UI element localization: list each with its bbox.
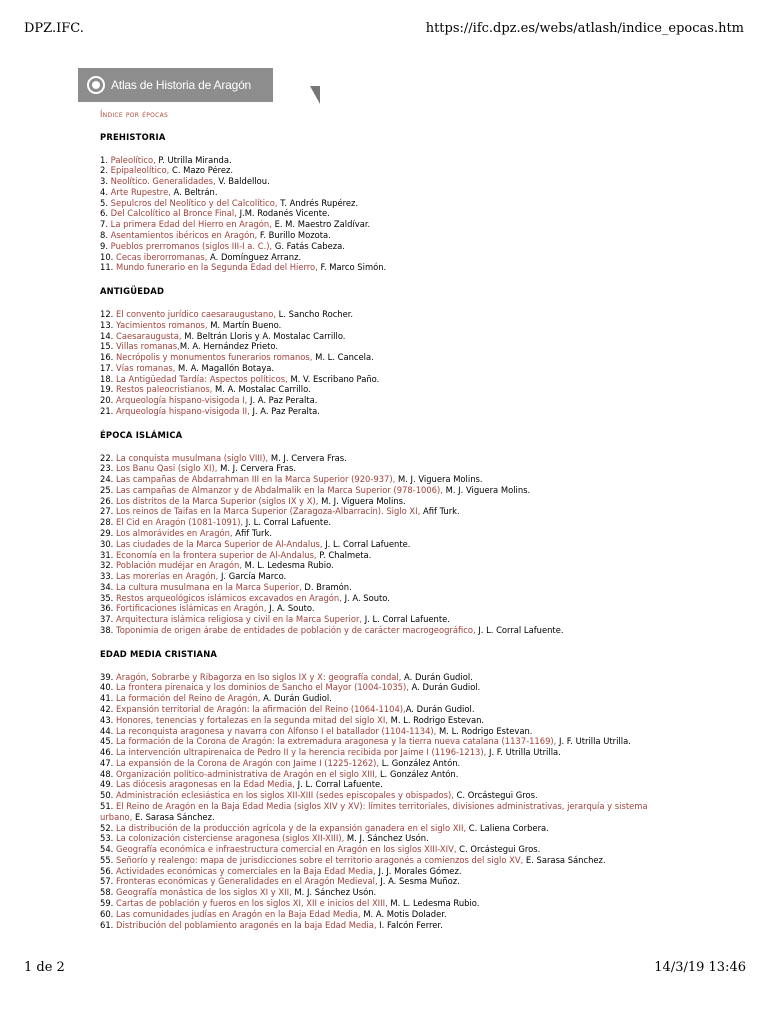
- index-entry: [100, 506, 750, 517]
- entry-link[interactable]: Restos paleocristianos,: [116, 384, 213, 395]
- entry-number: 50.: [100, 790, 114, 801]
- entry-number: 45.: [100, 736, 114, 747]
- entry-number: 10.: [100, 251, 114, 262]
- entry-number: 52.: [100, 822, 114, 833]
- index-entry: [100, 176, 750, 187]
- entry-number: 8.: [100, 230, 108, 241]
- index-entry: [100, 474, 750, 485]
- entry-number: 53.: [100, 833, 114, 844]
- entry-link[interactable]: La formación de la Corona de Aragón: la extremadura aragonesa y la tierra nueva catalana (1137-1169),: [116, 736, 557, 747]
- index-entry: [100, 672, 750, 683]
- atlas-logo[interactable]: [78, 68, 273, 102]
- index-entry: [100, 331, 750, 342]
- entry-number: 56.: [100, 865, 114, 876]
- index-entry: [100, 252, 750, 263]
- index-entry: [100, 736, 750, 747]
- entry-author: G. Fatás Cabeza.: [272, 240, 345, 251]
- index-entry: [100, 528, 750, 539]
- entry-author: A. Beltrán.: [170, 186, 218, 197]
- entry-link[interactable]: Necrópolis y monumentos funerarios romanos,: [116, 352, 313, 363]
- print-footer: [24, 960, 746, 976]
- entry-number: 44.: [100, 725, 114, 736]
- entry-number: 17.: [100, 362, 114, 373]
- entry-number: 37.: [100, 614, 114, 625]
- entry-number: 28.: [100, 517, 114, 528]
- index-entry: [100, 539, 750, 550]
- index-entry: [100, 262, 750, 273]
- entry-author: M. A. Hernández Prieto.: [179, 341, 279, 352]
- index-entry: [100, 603, 750, 614]
- entry-number: 7.: [100, 219, 108, 230]
- entry-link[interactable]: El Cid en Aragón (1081-1091),: [116, 517, 244, 528]
- index-entry: [100, 165, 750, 176]
- entry-author: J. F. Utrilla Utrilla.: [556, 736, 631, 747]
- entry-author: C. Mazo Pérez.: [169, 165, 234, 176]
- entry-number: 43.: [100, 714, 114, 725]
- entry-number: 22.: [100, 452, 114, 463]
- entry-link[interactable]: El Reino de Aragón en la Baja Edad Media (siglos XIV y XV): límites territoriales, divisiones administrativas, jerarquía y sistema urbano,: [100, 800, 648, 822]
- entry-link[interactable]: Expansión territorial de Aragón: la afirmación del Reino (1064-1104),: [116, 703, 406, 714]
- entry-number: 5.: [100, 197, 108, 208]
- index-entry: [100, 453, 750, 464]
- entry-author: M. J. Cervera Fras.: [217, 463, 297, 474]
- entry-author: M. J. Viguera Molins.: [395, 474, 483, 485]
- entry-author: C. Orcástegui Gros.: [453, 790, 538, 801]
- entry-link[interactable]: La intervención ultrapirenaica de Pedro II y la herencia recibida por Jaime I (1196-1213),: [116, 747, 487, 758]
- entry-author: J. A. Souto.: [266, 603, 315, 614]
- entry-link[interactable]: Fronteras económicas y Generalidades en el Aragón Medieval,: [116, 876, 378, 887]
- entry-number: 39.: [100, 671, 114, 682]
- index-entry: [100, 241, 750, 252]
- entry-number: 11.: [100, 262, 114, 273]
- entry-link[interactable]: Las campañas de Abdarrahman III en la Marca Superior (920-937),: [116, 474, 396, 485]
- entry-number: 41.: [100, 693, 114, 704]
- entry-link[interactable]: La distribución de la producción agrícola y de la expansión ganadera en el siglo XII,: [116, 822, 467, 833]
- entry-author: C. Laliena Corbera.: [466, 822, 549, 833]
- entry-number: 15.: [100, 341, 114, 352]
- entry-author: A. Durán Gudiol.: [408, 682, 481, 693]
- entry-number: 42.: [100, 703, 114, 714]
- index-entry: [100, 844, 750, 855]
- index-entry: [100, 887, 750, 898]
- entry-author: M. J. Sánchez Usón.: [344, 833, 429, 844]
- index-entry: [100, 363, 750, 374]
- index-entry: [100, 198, 750, 209]
- entry-author: J.M. Rodanés Vicente.: [236, 208, 330, 219]
- entry-number: 13.: [100, 319, 114, 330]
- index-entry: [100, 876, 750, 887]
- print-footer-page: 1 de 2: [24, 960, 65, 975]
- print-header: [24, 21, 744, 37]
- entry-author: A. Durán Gudiol.: [405, 703, 475, 714]
- entry-number: 36.: [100, 603, 114, 614]
- section: [100, 286, 750, 417]
- index-entry: [100, 230, 750, 241]
- entry-number: 58.: [100, 887, 114, 898]
- entry-author: J. L. Corral Lafuente.: [322, 538, 411, 549]
- entry-link[interactable]: Economía en la frontera superior de Al-Andalus,: [116, 549, 317, 560]
- entry-link[interactable]: Los Banu Qasi (siglo XI),: [116, 463, 218, 474]
- entry-link[interactable]: Vías romanas,: [116, 362, 176, 373]
- entry-author: M. L. Rodrigo Estevan.: [436, 725, 533, 736]
- entry-author: P. Utrilla Miranda.: [155, 154, 232, 165]
- entry-number: 19.: [100, 384, 114, 395]
- entry-link[interactable]: La Antigüedad Tardía: Aspectos políticos,: [116, 373, 288, 384]
- index-entry: [100, 485, 750, 496]
- entry-number: 1.: [100, 154, 108, 165]
- entry-number: 3.: [100, 176, 108, 187]
- entry-link[interactable]: Epipaleolítico,: [110, 165, 170, 176]
- index-entry: [100, 682, 750, 693]
- entry-number: 6.: [100, 208, 108, 219]
- index-entry: [100, 517, 750, 528]
- index-entry: [100, 219, 750, 230]
- index-entry: [100, 384, 750, 395]
- entry-link[interactable]: Las diócesis aragonesas en la Edad Media,: [116, 779, 295, 790]
- index-entry: [100, 463, 750, 474]
- entry-link[interactable]: Villas romanas,: [116, 341, 180, 352]
- entry-number: 29.: [100, 528, 114, 538]
- index-entry: [100, 155, 750, 166]
- entry-author: J. L. Corral Lafuente.: [475, 625, 564, 636]
- entry-author: J. A. Paz Peralta.: [249, 405, 320, 416]
- entry-number: 25.: [100, 484, 114, 495]
- entry-number: 21.: [100, 405, 114, 416]
- entry-link[interactable]: La formación del Reino de Aragón,: [116, 693, 261, 704]
- entry-author: J. L. Corral Lafuente.: [294, 779, 383, 790]
- index-entry: [100, 309, 750, 320]
- entry-link[interactable]: Asentamientos ibéricos en Aragón,: [110, 230, 258, 241]
- entry-author: M. L. Rodrigo Estevan.: [387, 714, 485, 725]
- entry-author: M. A. Mostalac Carrillo.: [212, 384, 311, 395]
- entry-author: J. García Marco.: [218, 571, 287, 582]
- entry-author: E. Sarasa Sánchez.: [132, 811, 215, 822]
- entry-number: 40.: [100, 682, 114, 693]
- entry-link[interactable]: Restos arqueológicos islámicos excavados en Aragón,: [116, 592, 342, 603]
- entry-author: J. L. Corral Lafuente.: [243, 517, 332, 528]
- index-entry: [100, 726, 750, 737]
- entry-link[interactable]: Los reinos de Taifas en la Marca Superior (Zaragoza-Albarracín). Siglo XI,: [116, 506, 421, 517]
- entry-number: 23.: [100, 463, 114, 474]
- entry-link[interactable]: El convento jurídico caesaraugustano,: [116, 308, 277, 319]
- entry-link[interactable]: La colonización cisterciense aragonesa (siglos XII-XIII),: [116, 833, 345, 844]
- entry-author: M. Martín Bueno.: [207, 319, 282, 330]
- entry-author: J. A. Paz Peralta.: [247, 395, 318, 406]
- entry-link[interactable]: Neolítico. Generalidades,: [110, 176, 216, 187]
- entry-link[interactable]: Yacimientos romanos,: [116, 319, 208, 330]
- index-title: Índice por épocas: [100, 110, 169, 119]
- entry-link[interactable]: Mundo funerario en la Segunda Edad del Hierro,: [116, 262, 318, 273]
- entry-number: 33.: [100, 571, 114, 582]
- entry-author: J. A. Sesma Muñoz.: [377, 876, 460, 887]
- entry-author: Afif Turk.: [420, 506, 460, 517]
- index-entry: [100, 909, 750, 920]
- entry-author: M. A. Magallón Botaya.: [175, 362, 275, 373]
- entry-number: 57.: [100, 876, 114, 887]
- index-entry: [100, 779, 750, 790]
- index-entry: [100, 704, 750, 715]
- index-entry: [100, 395, 750, 406]
- entry-number: 48.: [100, 768, 114, 779]
- index-entry: [100, 801, 670, 823]
- section-title: ÉPOCA ISLÁMICA: [100, 429, 183, 440]
- print-header-site: DPZ.IFC.: [24, 21, 84, 36]
- entry-link[interactable]: Los distritos de la Marca Superior (siglos IX y X),: [116, 495, 319, 506]
- section: [100, 649, 750, 931]
- index-entry: [100, 320, 750, 331]
- section-title: ANTIGÜEDAD: [100, 286, 165, 297]
- entry-link[interactable]: Señorío y realengo: mapa de jurisdicciones sobre el territorio aragonés a comienzos del siglo XV,: [116, 854, 524, 865]
- index-entry: [100, 790, 750, 801]
- entry-link[interactable]: Geografía monástica de los siglos XI y XII,: [116, 887, 292, 898]
- entry-number: 46.: [100, 747, 114, 758]
- index-entry: [100, 208, 750, 219]
- entry-author: E. M. Maestro Zaldívar.: [271, 219, 371, 230]
- entry-author: J. L. Corral Lafuente.: [362, 614, 450, 625]
- entry-number: 59.: [100, 898, 114, 908]
- section: [100, 430, 750, 636]
- entry-link[interactable]: Geografía económica e infraestructura comercial en Aragón en los siglos XIII-XIV,: [116, 844, 457, 855]
- entry-number: 16.: [100, 352, 114, 363]
- index-entry: [100, 341, 750, 352]
- entry-number: 14.: [100, 330, 114, 341]
- entry-link[interactable]: Aragón, Sobrarbe y Ribagorza en lso siglos IX y X: geografía condal,: [116, 671, 402, 682]
- entry-number: 60.: [100, 908, 114, 919]
- entry-link[interactable]: Sepulcros del Neolítico y del Calcolítico,: [110, 197, 278, 208]
- entry-number: 27.: [100, 506, 114, 517]
- entry-number: 54.: [100, 844, 114, 855]
- index-entry: [100, 833, 750, 844]
- entry-number: 61.: [100, 919, 114, 930]
- entry-link[interactable]: Las morerías en Aragón,: [116, 571, 219, 582]
- atlas-logo-icon: [87, 76, 105, 94]
- entry-number: 4.: [100, 186, 108, 197]
- entry-number: 49.: [100, 779, 114, 790]
- entry-number: 32.: [100, 560, 114, 571]
- entry-link[interactable]: La primera Edad del Hierro en Aragón,: [110, 219, 272, 230]
- entry-link[interactable]: Población mudéjar en Aragón,: [116, 560, 243, 571]
- entry-link[interactable]: Arqueología hispano-visigoda I,: [116, 395, 248, 406]
- entry-link[interactable]: Administración eclesiástica en los siglos XII-XIII (sedes episcopales y obispados),: [116, 790, 454, 801]
- index-entry: [100, 715, 750, 726]
- index-entry: [100, 374, 750, 385]
- entry-number: 24.: [100, 474, 114, 485]
- index-entry: [100, 823, 750, 834]
- entry-number: 31.: [100, 549, 114, 560]
- section-title: PREHISTORIA: [100, 131, 166, 142]
- entry-number: 20.: [100, 395, 114, 406]
- entry-link[interactable]: Pueblos prerromanos (siglos III-I a. C.),: [110, 240, 273, 251]
- entry-link[interactable]: Actividades económicas y comerciales en la Baja Edad Media,: [116, 865, 376, 876]
- index-entry: [100, 625, 750, 636]
- index-entry: [100, 693, 750, 704]
- index-entry: [100, 920, 750, 931]
- entry-number: 18.: [100, 373, 114, 384]
- section-title: EDAD MEDIA CRISTIANA: [100, 648, 218, 659]
- entry-number: 47.: [100, 757, 114, 768]
- index-entry: [100, 866, 750, 877]
- entry-link[interactable]: La cultura musulmana en la Marca Superior,: [116, 581, 302, 592]
- corner-triangle-icon: [310, 86, 320, 104]
- index-entry: [100, 406, 750, 417]
- entry-link[interactable]: Cecas iberorromanas,: [116, 251, 208, 262]
- entry-author: J. J. Morales Gómez.: [375, 865, 462, 876]
- entry-number: 34.: [100, 581, 114, 592]
- entry-link[interactable]: Toponimia de origen árabe de entidades de población y de carácter macrogeográfico,: [116, 625, 476, 636]
- index-entry: [100, 769, 750, 780]
- entry-author: L. González Antón.: [377, 768, 459, 779]
- logo-text: Atlas de Historia de Aragón: [111, 78, 252, 92]
- entry-link[interactable]: Las ciudades de la Marca Superior de Al-Andalus,: [116, 538, 323, 549]
- entry-link[interactable]: Arqueología hispano-visigoda II,: [116, 405, 250, 416]
- entry-author: A. Durán Gudiol.: [260, 693, 332, 704]
- entry-number: 26.: [100, 495, 114, 506]
- entry-link[interactable]: Las campañas de Almanzor y de Abdalmalik en la Marca Superior (978-1006),: [116, 484, 443, 495]
- entry-link[interactable]: La expansión de la Corona de Aragón con Jaime I (1225-1262),: [116, 757, 380, 768]
- entry-number: 30.: [100, 538, 114, 549]
- entry-author: P. Chalmeta.: [316, 549, 372, 560]
- entry-author: Afif Turk.: [232, 528, 272, 538]
- entry-author: A. Durán Gudiol.: [401, 671, 473, 682]
- entry-link[interactable]: La reconquista aragonesa y navarra con Alfonso I el batallador (1104-1134),: [116, 725, 437, 736]
- print-footer-datetime: 14/3/19 13:46: [654, 960, 746, 975]
- entry-link[interactable]: Caesaraugusta,: [116, 330, 182, 341]
- entry-link[interactable]: Las comunidades judías en Aragón en la Baja Edad Media,: [116, 908, 361, 919]
- entry-number: 12.: [100, 308, 114, 319]
- entry-number: 51.: [100, 800, 114, 811]
- entry-number: 38.: [100, 625, 114, 636]
- entry-link[interactable]: La frontera pirenaica y los dominios de Sancho el Mayor (1004-1035),: [116, 682, 409, 693]
- entry-author: E. Sarasa Sánchez.: [523, 854, 606, 865]
- index-entry: [100, 855, 750, 866]
- entry-author: M. L. Ledesma Rubio.: [242, 560, 334, 571]
- index-entry: [100, 593, 750, 604]
- index-entry: [100, 571, 750, 582]
- entry-link[interactable]: Arquitectura islámica religiosa y civil en la Marca Superior,: [116, 614, 363, 625]
- entry-author: F. Marco Simón.: [317, 262, 387, 273]
- entry-author: M. L. Cancela.: [312, 352, 374, 363]
- section: [100, 132, 750, 273]
- entry-author: J. A. Souto.: [341, 592, 390, 603]
- entry-author: T. Andrés Rupérez.: [277, 197, 359, 208]
- index-entry: [100, 496, 750, 507]
- entry-author: F. Burillo Mozota.: [257, 230, 331, 241]
- entry-author: M. J. Viguera Molins.: [442, 484, 531, 495]
- index-entry: [100, 187, 750, 198]
- entry-author: L. Sancho Rocher.: [276, 308, 354, 319]
- entry-link[interactable]: La conquista musulmana (siglo VIII),: [116, 452, 269, 463]
- entry-link[interactable]: Del Calcolítico al Bronce Final,: [110, 208, 237, 219]
- index-content: [100, 110, 750, 943]
- entry-author: M. J. Cervera Fras.: [268, 452, 347, 463]
- index-entry: [100, 352, 750, 363]
- entry-author: C. Orcástegui Gros.: [456, 844, 541, 855]
- entry-link[interactable]: Los almorávides en Aragón,: [116, 528, 233, 538]
- entry-link[interactable]: Distribución del poblamiento aragonés en la baja Edad Media,: [116, 919, 377, 930]
- entry-number: 2.: [100, 165, 108, 176]
- entry-author: M. J. Sánchez Usón.: [291, 887, 377, 898]
- entry-link[interactable]: Fortificaciones islámicas en Aragón,: [116, 603, 267, 614]
- index-entry: [100, 550, 750, 561]
- entry-author: M. Beltrán Lloris y A. Mostalac Carrillo.: [181, 330, 346, 341]
- entry-link[interactable]: Cartas de población y fueros en los siglos XI, XII e inicios del XIII,: [116, 898, 388, 908]
- index-entry: [100, 898, 750, 909]
- entry-author: V. Baldellou.: [215, 176, 270, 187]
- entry-author: M. A. Motis Dolader.: [360, 908, 447, 919]
- index-entry: [100, 614, 750, 625]
- entry-author: M. J. Viguera Molins.: [318, 495, 406, 506]
- entry-author: M. L. Ledesma Rubio.: [387, 898, 480, 908]
- entry-link[interactable]: Honores, tenencias y fortalezas en la segunda mitad del siglo XI,: [116, 714, 388, 725]
- entry-author: D. Bramón.: [301, 581, 352, 592]
- index-entry: [100, 560, 750, 571]
- entry-author: L. González Antón.: [379, 757, 461, 768]
- entry-author: J. F. Utrilla Utrilla.: [486, 747, 561, 758]
- entry-author: A. Domínguez Arranz.: [207, 251, 302, 262]
- entry-link[interactable]: Paleolítico,: [110, 154, 156, 165]
- entry-number: 55.: [100, 854, 114, 865]
- index-entry: [100, 758, 750, 769]
- entry-link[interactable]: Organización político-administrativa de Aragón en el siglo XIII,: [116, 768, 378, 779]
- print-header-url: https://ifc.dpz.es/webs/atlash/indice_epocas.htm: [425, 21, 744, 36]
- entry-link[interactable]: Arte Rupestre,: [110, 186, 171, 197]
- sections-container: [100, 132, 750, 931]
- entry-author: I. Falcón Ferrer.: [376, 919, 443, 930]
- entry-number: 35.: [100, 592, 114, 603]
- entry-author: M. V. Escribano Paño.: [287, 373, 380, 384]
- entry-number: 9.: [100, 240, 108, 251]
- index-entry: [100, 747, 750, 758]
- index-entry: [100, 582, 750, 593]
